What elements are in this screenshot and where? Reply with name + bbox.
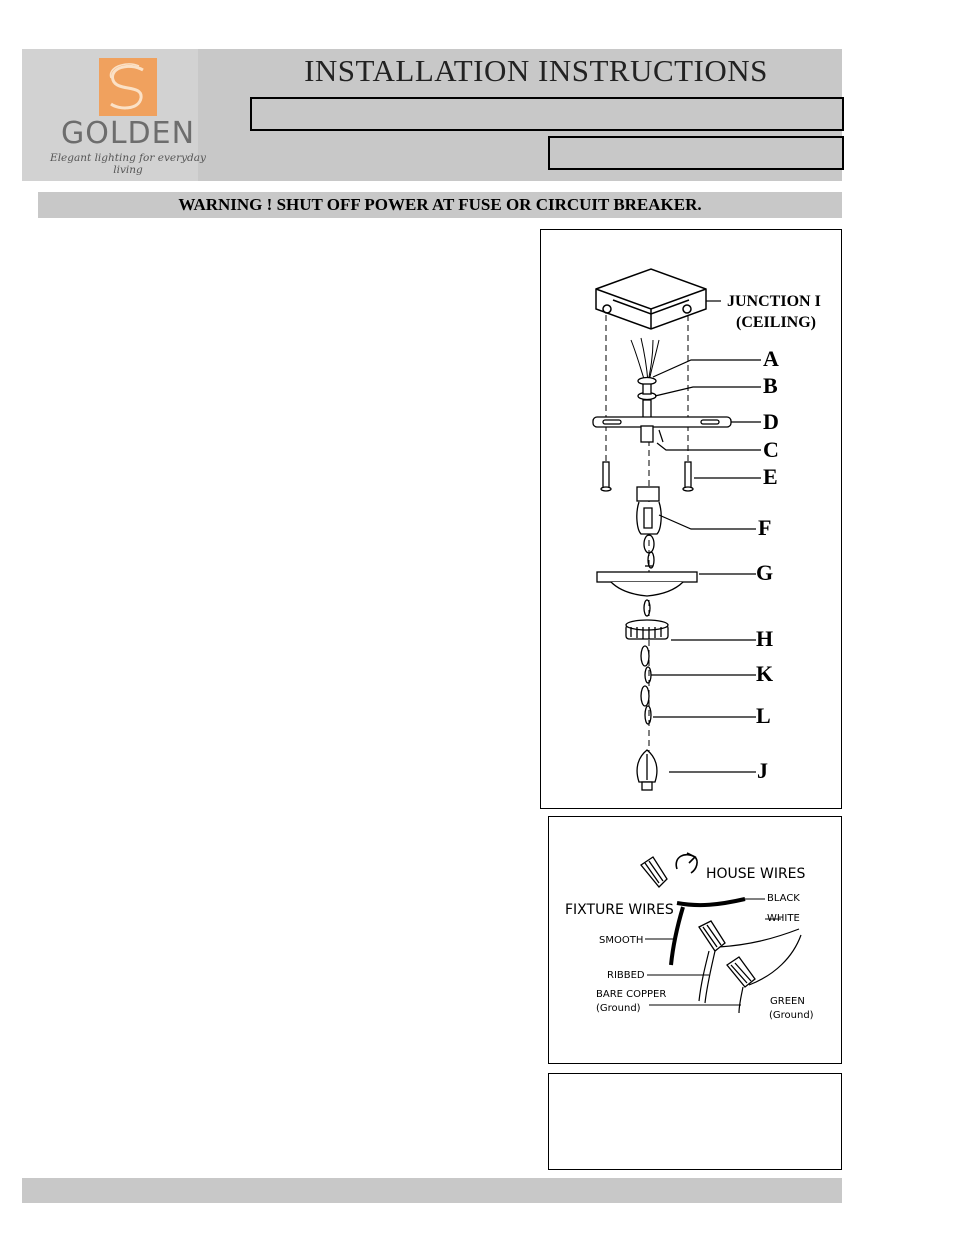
part-label-a: A [763,346,779,371]
white-wire-label: WHITE [767,913,800,924]
green-ground-note: (Ground) [769,1010,814,1021]
green-wire-label: GREEN [770,996,805,1007]
wiring-diagram-panel [548,816,842,1064]
page-title: INSTALLATION INSTRUCTIONS [304,53,768,88]
part-label-e: E [763,464,778,489]
fixture-wires-label: FIXTURE WIRES [565,902,674,918]
part-label-c: C [763,437,779,462]
part-label-j: J [757,758,768,783]
part-label-d: D [763,409,779,434]
part-label-k: K [756,661,774,686]
parts-diagram [541,230,841,808]
house-wires-label: HOUSE WIRES [706,866,806,882]
bare-copper-ground-note: (Ground) [596,1003,641,1014]
black-wire-label: BLACK [767,893,800,904]
part-label-b: B [763,373,778,398]
smooth-wire-label: SMOOTH [599,935,644,946]
warning-banner: WARNING ! SHUT OFF POWER AT FUSE OR CIRCUIT BREAKER. [38,192,842,218]
logo-mark [99,58,157,116]
junction-ceiling-label: (CEILING) [736,314,817,331]
ribbed-wire-label: RIBBED [607,970,645,981]
part-label-l: L [756,703,771,728]
bare-copper-label: BARE COPPER [596,989,667,1000]
footer-bar [22,1178,842,1203]
model-number-field [250,97,844,131]
wiring-diagram [549,817,841,1063]
part-label-f: F [758,515,772,540]
sku-field [548,136,844,170]
part-label-h: H [756,626,774,651]
logo-tagline: Elegant lighting for everyday living [50,152,206,176]
junction-box-label: JUNCTION I [727,293,821,310]
junction-box-drawing [596,269,706,329]
part-label-g: G [756,560,774,585]
note-box [548,1073,842,1170]
parts-diagram-panel [540,229,842,809]
logo-brand-name: GOLDEN [60,116,196,151]
